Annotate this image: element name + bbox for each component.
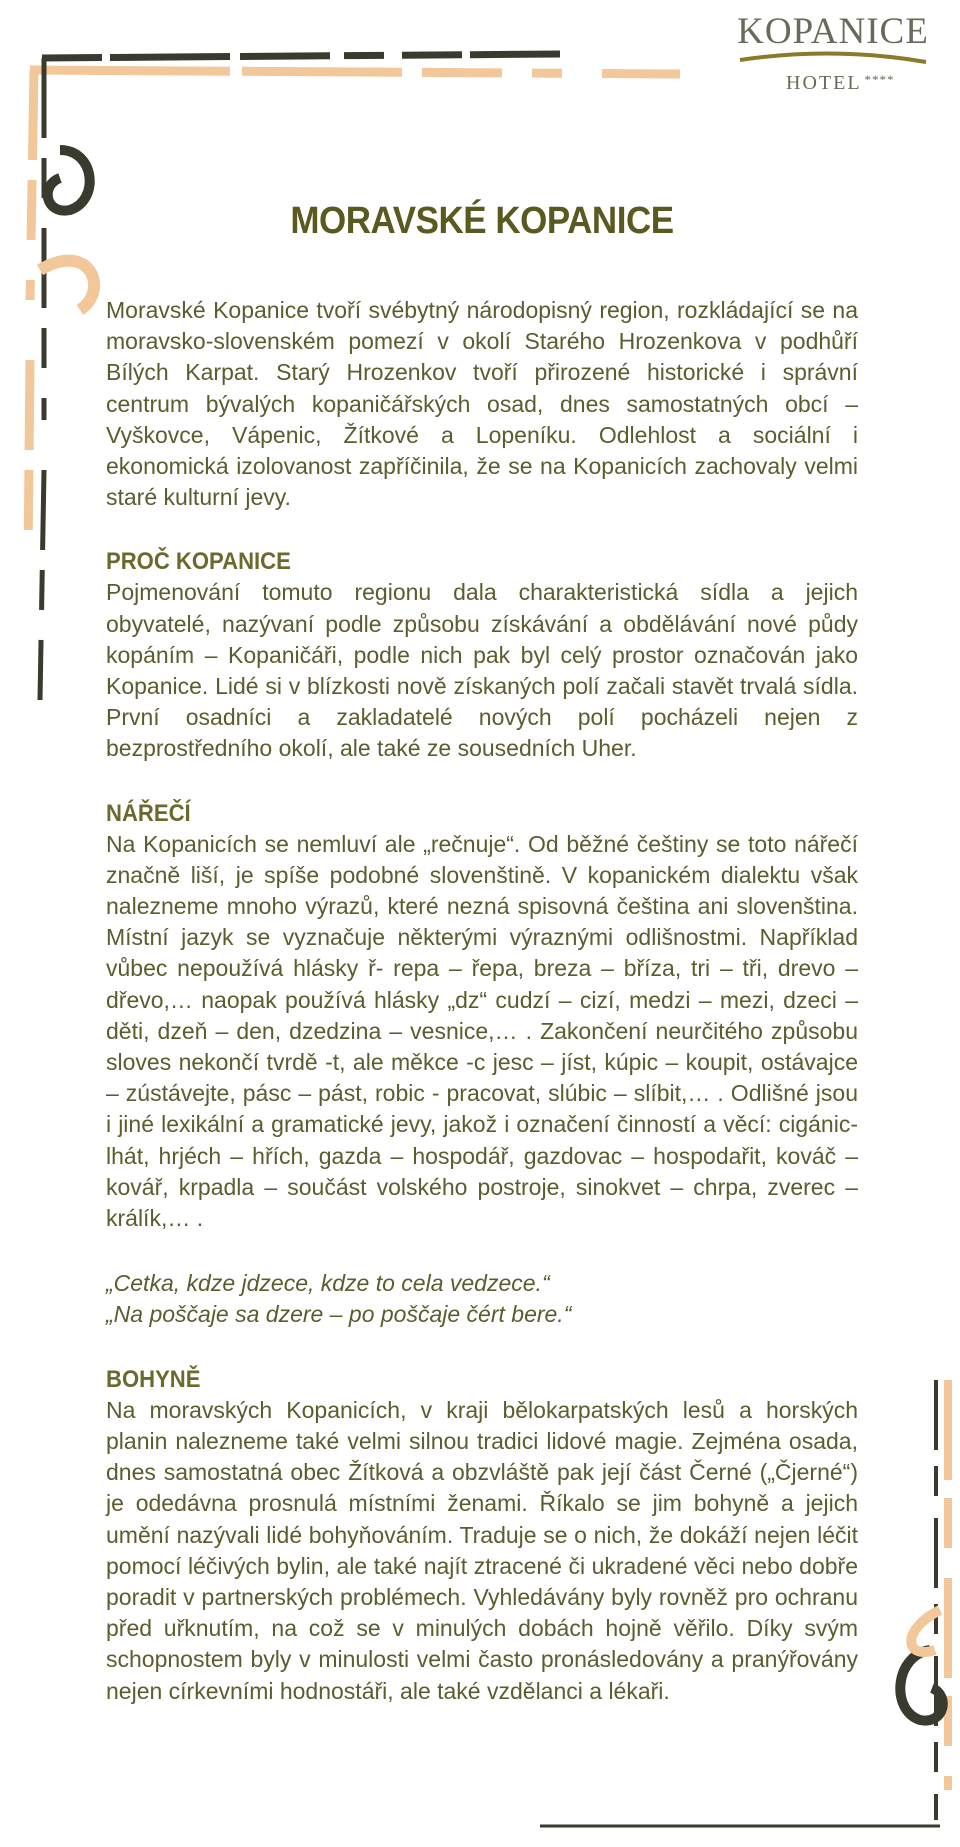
intro-block [106,295,858,513]
logo-swoosh-icon [738,50,928,68]
hotel-logo [728,6,938,98]
section-heading: NÁŘEČÍ [106,799,191,827]
logo-subtitle [786,72,895,95]
section-bohyne [106,1365,858,1707]
section-heading: BOHYNĚ [106,1365,201,1393]
section-paragraph: Pojmenování tomuto regionu dala charakteristická sídla a jejich obyvatelé, nazývaní podle způsobu získávání a obdělávání nové půdy kopáním – Kopaničáři, podle nich pak byl celý prostor označován jako Kopanice. Lidé si v blízkosti nově získaných polí začali stavět trvalá sídla. První osadníci a zakladatelé nových polí pocházeli nejen z bezprostředního okolí, ale také ze sousedních Uher. [106,579,858,762]
logo-hotel-text: HOTEL [786,72,862,94]
section-nareci [106,799,858,1235]
quote-line: „Cetka, kdze jdzece, kdze to cela vedzece.“ [106,1270,550,1297]
article [106,200,858,1741]
section-paragraph: Na moravských Kopanicích, v kraji bělokarpatských lesů a horských planin nalezneme také velmi silnou tradici lidové magie. Zejména osada, dnes samostatná obec Žítková a obzvláště pak její část Černé („Čjerné“) je odedávna prosnulá místními ženami. Říkalo se jim bohyně a jejich umění nazývali lidé bohyňováním. Traduje se o nich, že dokáží nejen léčit pomocí léčivých bylin, ale také najít ztracené či ukradené věci nebo dobře poradit v partnerských problémech. Vyhledávány byly rovněž pro ochranu před uřknutím, na což se v minulých dobách hojně věřilo. Díky svým schopnostem byly v minulosti velmi často pronásledovány a pranýřovány nejen církevními hodnostáři, ale také vzdělanci a lékaři. [106,1396,858,1704]
logo-wordmark: KOPANICE [737,11,929,52]
page-title: MORAVSKÉ KOPANICE [290,200,674,242]
section-heading: PROČ KOPANICE [106,548,291,576]
section-proc-kopanice [106,547,858,764]
quote-block [106,1268,858,1330]
quote-line: „Na poščaje sa dzere – po poščaje čért bere.“ [106,1301,572,1328]
intro-paragraph: Moravské Kopanice tvoří svébytný národopisný region, rozkládající se na moravsko-slovenském pomezí v okolí Starého Hrozenkova v podhůří Bílých Karpat. Starý Hrozenkov tvoří přirozené historické i správní centrum bývalých kopaničářských osad, dnes samostatných obcí – Vyškovce, Vápenic, Žítkové a Lopeníku. Odlehlost a sociální i ekonomická izolovanost zapříčinila, že se na Kopanicích zachovaly velmi staré kulturní jevy. [106,297,858,511]
logo-stars: **** [864,72,895,87]
section-paragraph: Na Kopanicích se nemluví ale „rečnuje“. Od běžné češtiny se toto nářečí značně liší, je spíše podobné slovenštině. V kopanickém dialektu však nalezneme mnoho výrazů, které nezná spisovná čeština ani slovenština. Místní jazyk se vyznačuje některými výraznými odlišnostmi. Například vůbec nepoužívá hlásky ř- repa – řepa, breza – bříza, tri – tři, drevo – dřevo,… naopak používá hlásky „dz“ cudzí – cizí, medzi – mezi, dzeci – děti, dzeň – den, dzedzina – vesnice,… . Zakončení neurčitého způsobu sloves nekončí tvrdě -t, ale měkce -c jesc – jíst, kúpic – koupit, ostávajce – zústávejte, pásc – pást, robic - pracovat, slúbic – slíbit,… . Odlišné jsou i jiné lexikální a gramatické jevy, jakož i označení činností a věcí: cigánic- lhát, hrjéch – hřích, gazda – hospodář, gazdovac – hospodařit, kováč – kovář, krpadla – součást volského postroje, sinokvet – chrpa, zverec – králík,… . [106,830,858,1232]
